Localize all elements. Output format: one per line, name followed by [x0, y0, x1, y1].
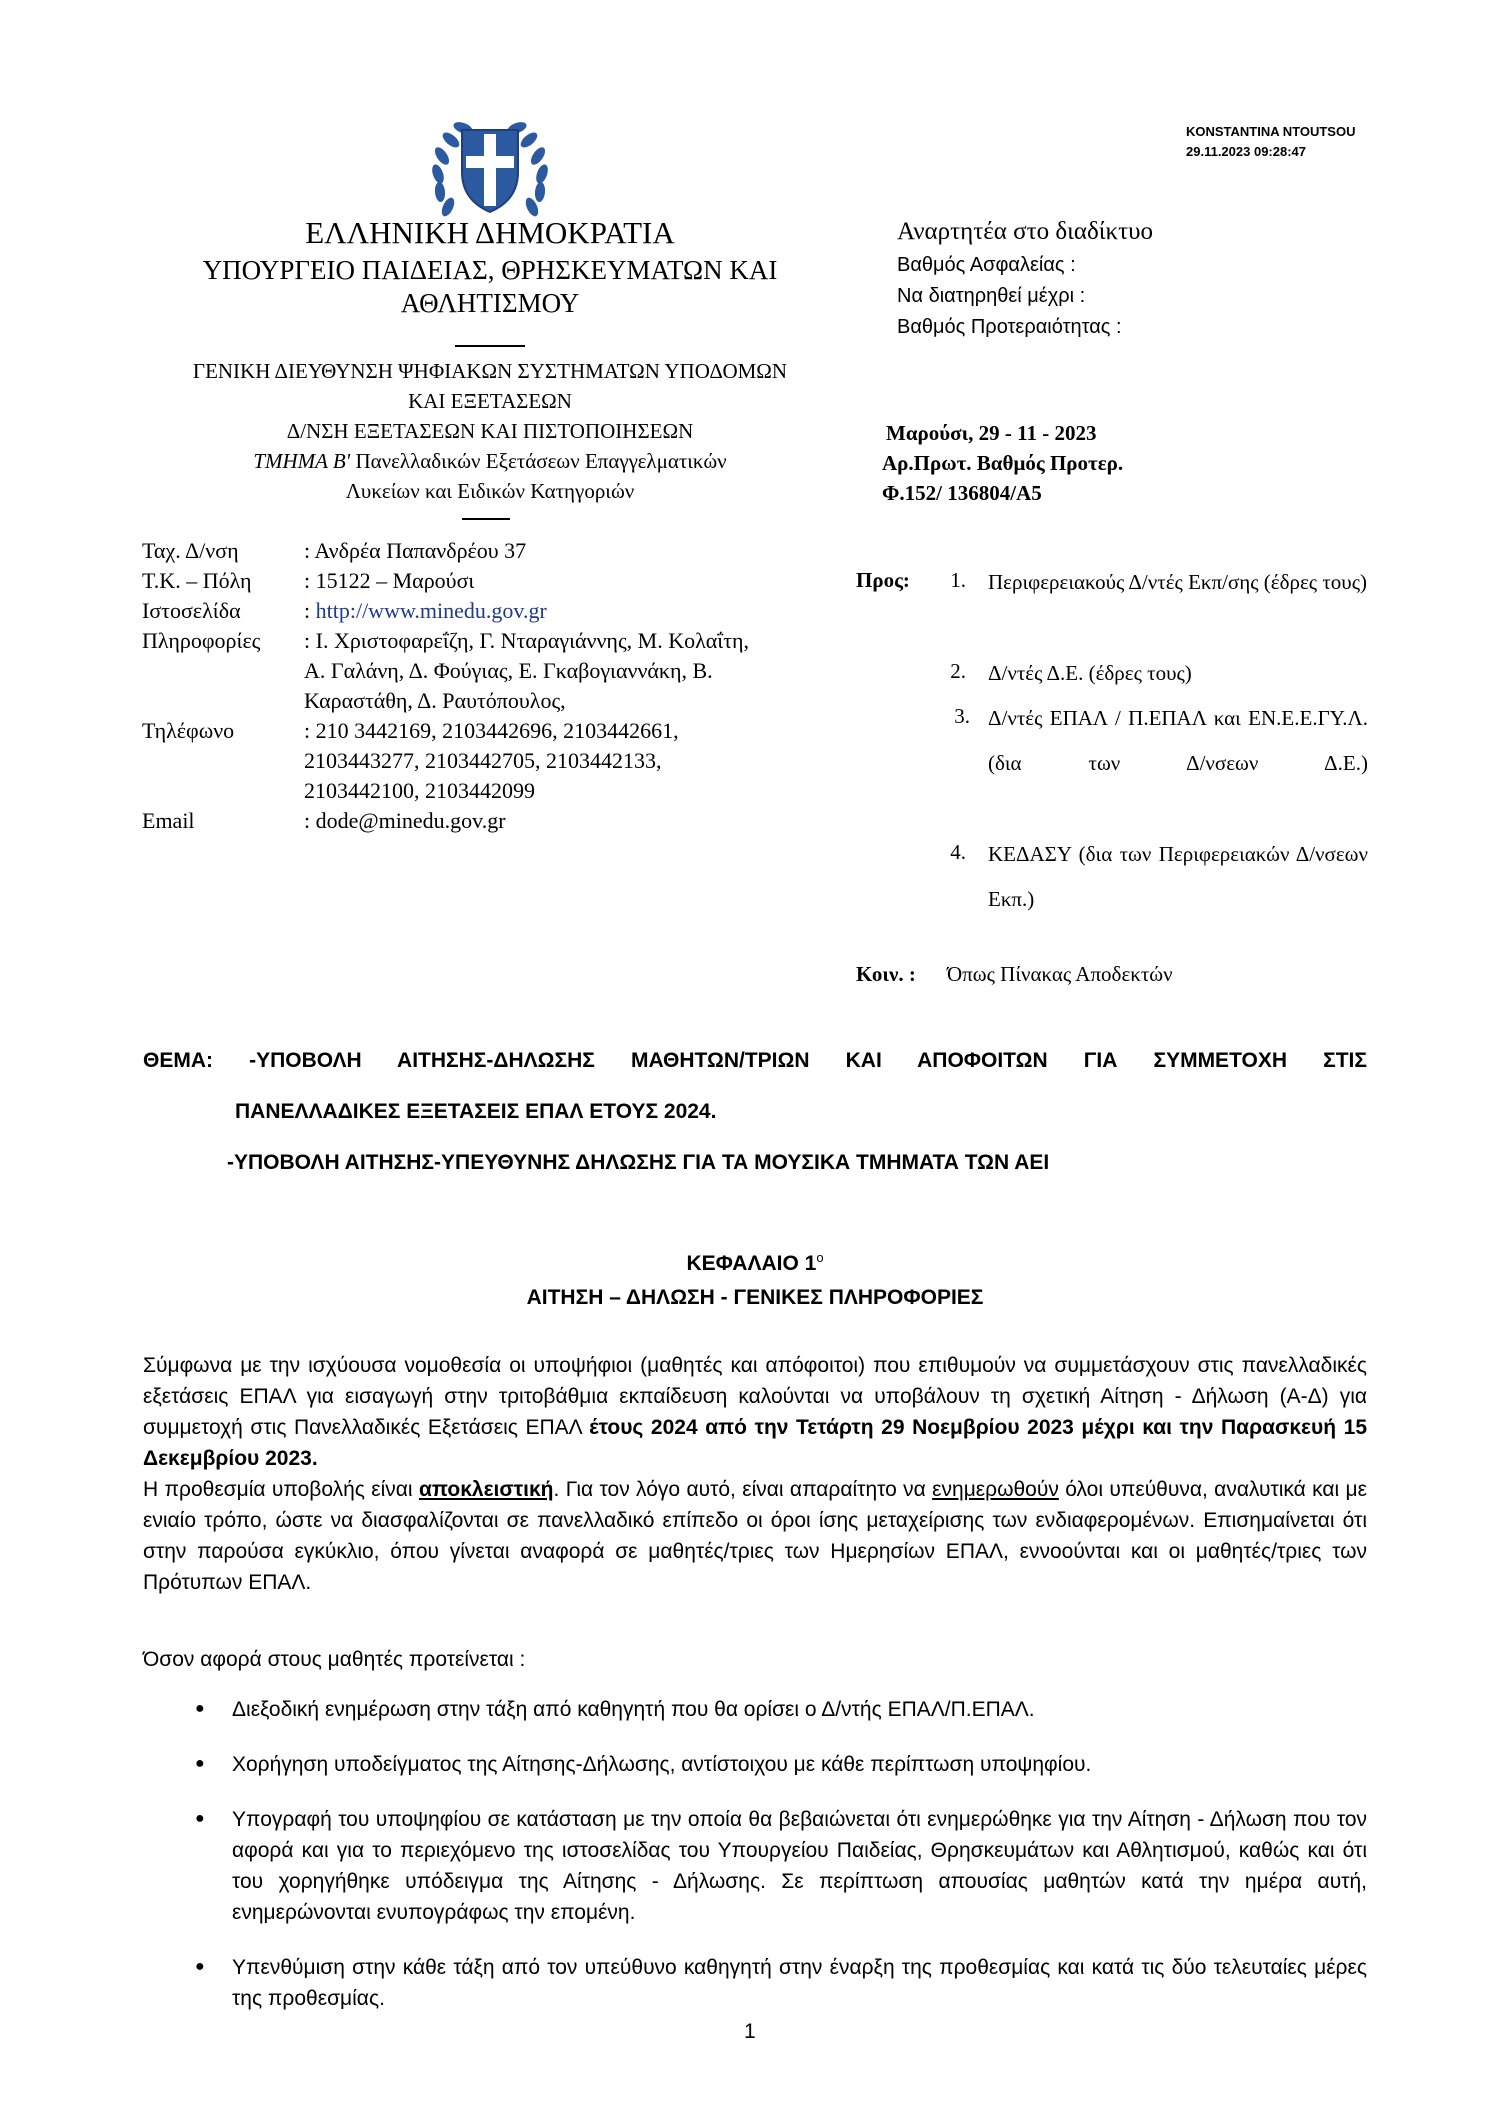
bullet-icon: ●	[195, 1700, 205, 1717]
info-line-2: Α. Γαλάνη, Δ. Φούγιας, Ε. Γκαβογιαννάκη, Β.	[304, 658, 713, 683]
list-item: Υπογραφή του υποψηφίου σε κατάσταση με την οποία θα βεβαιώνεται ότι ενημερώθηκε για την Αίτηση - Δήλωση που τον αφορά και για το περιεχόμενο της ιστοσελίδας του Υπουργείου Παιδείας, Θρησκευμάτων και Αθλητισμού, καθώς και ότι του χορηγήθηκε υπόδειγμα της Αίτησης - Δήλωσης. Σε περίπτωση απουσίας μαθητών κατά την ημέρα αυτή, ενημερώνονται ενυπογράφως την επομένη.	[232, 1808, 1367, 1924]
email-label: Email	[142, 808, 195, 833]
website-value	[304, 596, 844, 626]
ministry-line-2: ΑΘΛΗΤΙΣΜΟΥ	[400, 288, 580, 318]
paragraph-2-underlined: ενημερωθούν	[932, 1478, 1059, 1501]
department-rest: Πανελλαδικών Εξετάσεων Επαγγελματικών	[350, 449, 727, 473]
recipient-item: Περιφερειακούς Δ/ντές Εκπ/σης (έδρες τους)	[988, 570, 1368, 594]
cc-label: Κοιν. :	[856, 962, 916, 986]
phone-line-3: 2103442100, 2103442099	[304, 778, 535, 803]
chapter-title	[143, 1250, 1367, 1276]
directorate-line-2: ΚΑΙ ΕΞΕΤΑΣΕΩΝ	[408, 389, 572, 413]
document-date: Μαρούσι, 29 - 11 - 2023	[886, 421, 1097, 445]
ministry-line-1: ΥΠΟΥΡΓΕΙΟ ΠΑΙΔΕΙΑΣ, ΘΡΗΣΚΕΥΜΑΤΩΝ ΚΑΙ	[202, 255, 778, 285]
paragraph-2-emphasis: αποκλειστική	[418, 1478, 554, 1501]
info-line-3: Καραστάθη, Δ. Ραυτόπουλος,	[304, 688, 566, 713]
priority-level: Βαθμός Προτεραιότητας :	[897, 316, 1122, 338]
directorate-block	[120, 356, 860, 506]
department-italic: ΤΜΗΜΑ Β'	[253, 449, 351, 473]
department-line	[120, 446, 860, 476]
paragraph-1-bold: έτους 2024 από την Τετάρτη 29 Νοεμβρίου 2023 μέχρι και την Παρασκευή 15 Δεκεμβρίου 2023.	[143, 1416, 1367, 1470]
address-label: Ταχ. Δ/νση	[142, 538, 239, 563]
recipient-item: Δ/ντές Δ.Ε. (έδρες τους)	[988, 661, 1192, 685]
list-item: Υπενθύμιση στην κάθε τάξη από τον υπεύθυνο καθηγητή στην έναρξη της προθεσμίας και κατά τις δύο τελευταίες μέρες της προθεσμίας.	[232, 1956, 1367, 2010]
subject-line-3: -ΥΠΟΒΟΛΗ ΑΙΤΗΣΗΣ-ΥΠΕΥΘΥΝΗΣ ΔΗΛΩΣΗΣ ΓΙΑ ΤΑ ΜΟΥΣΙΚΑ ΤΜΗΜΑΤΑ ΤΩΝ ΑΕΙ	[227, 1151, 1050, 1174]
paragraph-2	[143, 1474, 1367, 1598]
subject-line-2: ΠΑΝΕΛΛΑΔΙΚΕΣ ΕΞΕΤΑΣΕΙΣ ΕΠΑΛ ΕΤΟΥΣ 2024.	[235, 1100, 717, 1123]
website-label: Ιστοσελίδα	[142, 598, 241, 623]
city-label: Τ.Κ. – Πόλη	[142, 568, 252, 593]
recipient-number: 3.	[954, 704, 970, 728]
recipient-number: 2.	[950, 659, 966, 683]
header-divider-2	[462, 518, 510, 520]
directorate-line-3: Δ/ΝΣΗ ΕΞΕΤΑΣΕΩΝ ΚΑΙ ΠΙΣΤΟΠΟΙΗΣΕΩΝ	[286, 419, 694, 443]
paragraph-1	[143, 1350, 1367, 1474]
cc-value: Όπως Πίνακας Αποδεκτών	[947, 962, 1173, 986]
protocol-label: Αρ.Πρωτ. Βαθμός Προτερ.	[882, 451, 1124, 475]
chapter-title-text: ΚΕΦΑΛΑΙΟ 1	[686, 1252, 817, 1275]
directorate-line-1: ΓΕΝΙΚΗ ΔΙΕΥΘΥΝΣΗ ΨΗΦΙΑΚΩΝ ΣΥΣΤΗΜΑΤΩΝ ΥΠΟΔΟΜΩΝ	[192, 359, 788, 383]
signature-name: KONSTANTINA NTOUTSOU	[1186, 124, 1356, 139]
bullet-icon: ●	[195, 1755, 205, 1772]
phone-value	[304, 716, 844, 806]
city-value: : 15122 – Μαρούσι	[304, 568, 475, 593]
greek-coat-of-arms-icon	[420, 112, 560, 222]
subject-line-1: ΘΕΜΑ: -ΥΠΟΒΟΛΗ ΑΙΤΗΣΗΣ-ΔΗΛΩΣΗΣ ΜΑΘΗΤΩΝ/ΤΡΙΩΝ ΚΑΙ ΑΠΟΦΟΙΤΩΝ ΓΙΑ ΣΥΜΜΕΤΟΧΗ ΣΤΙΣ	[143, 1049, 1367, 1072]
list-item: Διεξοδική ενημέρωση στην τάξη από καθηγητή που θα ορίσει ο Δ/ντής ΕΠΑΛ/Π.ΕΠΑΛ.	[232, 1698, 1035, 1721]
info-value	[304, 626, 844, 716]
retain-until: Να διατηρηθεί μέχρι :	[897, 285, 1086, 307]
paragraph-2-e: όλοι υπεύθυνα, αναλυτικά και με ενιαίο τρόπο, ώστε να διασφαλίζονται σε πανελλαδικό επίπεδο οι όροι ίσης μεταχείρισης των ενδιαφερομένων. Επισημαίνεται ότι στην παρούσα εγκύκλιο, όπου γίνεται αναφορά σε μαθητές/τριες των Ημερησίων ΕΠΑΛ, εννοούνται και οι μαθητές/τριες των Πρότυπων ΕΠΑΛ.	[143, 1478, 1368, 1594]
security-level: Βαθμός Ασφαλείας :	[897, 254, 1076, 276]
recipient-number: 1.	[950, 568, 966, 592]
posting-note: Αναρτητέα στο διαδίκτυο	[897, 218, 1153, 245]
page-number: 1	[744, 2020, 756, 2043]
chapter-subtitle: ΑΙΤΗΣΗ – ΔΗΛΩΣΗ - ΓΕΝΙΚΕΣ ΠΛΗΡΟΦΟΡΙΕΣ	[526, 1286, 984, 1309]
date-protocol-block	[882, 418, 1123, 508]
bullet-icon: ●	[195, 1810, 205, 1827]
phone-label: Τηλέφωνο	[142, 718, 235, 743]
website-prefix: :	[304, 598, 316, 623]
recipients-label: Προς:	[856, 568, 910, 592]
directorate-line-5: Λυκείων και Ειδικών Κατηγοριών	[345, 479, 635, 503]
list-item: Χορήγηση υποδείγματος της Αίτησης-Δήλωσης, αντίστοιχου με κάθε περίπτωση υποψηφίου.	[232, 1753, 1092, 1776]
bullet-icon: ●	[195, 1958, 205, 1975]
paragraph-2-a: Η προθεσμία υποβολής είναι	[143, 1478, 419, 1501]
republic-title: ΕΛΛΗΝΙΚΗ ΔΗΜΟΚΡΑΤΙΑ	[305, 215, 675, 250]
info-line-1: : Ι. Χριστοφαρεΐζη, Γ. Νταραγιάννης, Μ. Κολαΐτη,	[304, 628, 750, 653]
website-link[interactable]: http://www.minedu.gov.gr	[315, 598, 547, 623]
signature-timestamp: 29.11.2023 09:28:47	[1186, 144, 1306, 159]
email-value: : dode@minedu.gov.gr	[304, 808, 506, 833]
phone-line-2: 2103443277, 2103442705, 2103442133,	[304, 748, 662, 773]
protocol-number: Φ.152/ 136804/Α5	[882, 481, 1042, 505]
ministry-name	[120, 254, 860, 320]
chapter-title-sup: ο	[816, 1250, 824, 1265]
digital-signature	[1186, 122, 1355, 162]
paragraph-2-c: . Για τον λόγο αυτό, είναι απαραίτητο να	[553, 1478, 933, 1501]
recipient-item: Δ/ντές ΕΠΑΛ / Π.ΕΠΑΛ και ΕΝ.Ε.Ε.ΓΥ.Λ. (δια των Δ/νσεων Δ.Ε.)	[988, 706, 1368, 775]
address-value: : Ανδρέα Παπανδρέου 37	[304, 538, 527, 563]
header-divider	[455, 345, 525, 347]
paragraph-1-text: Σύμφωνα με την ισχύουσα νομοθεσία οι υποψήφιοι (μαθητές και απόφοιτοι) που επιθυμούν να συμμετάσχουν στις πανελλαδικές εξετάσεις ΕΠΑΛ για εισαγωγή στην τριτοβάθμια εκπαίδευση καλούνται να υποβάλουν τη σχετική Αίτηση - Δήλωση (Α-Δ) για συμμετοχή στις Πανελλαδικές Εξετάσεις ΕΠΑΛ	[143, 1354, 1367, 1439]
info-label: Πληροφορίες	[142, 628, 261, 653]
paragraph-3: Όσον αφορά στους μαθητές προτείνεται :	[143, 1648, 526, 1671]
phone-line-1: : 210 3442169, 2103442696, 2103442661,	[304, 718, 679, 743]
recipient-number: 4.	[950, 840, 966, 864]
recipient-item: ΚΕΔΑΣΥ (δια των Περιφερειακών Δ/νσεων Εκπ.)	[988, 842, 1368, 911]
